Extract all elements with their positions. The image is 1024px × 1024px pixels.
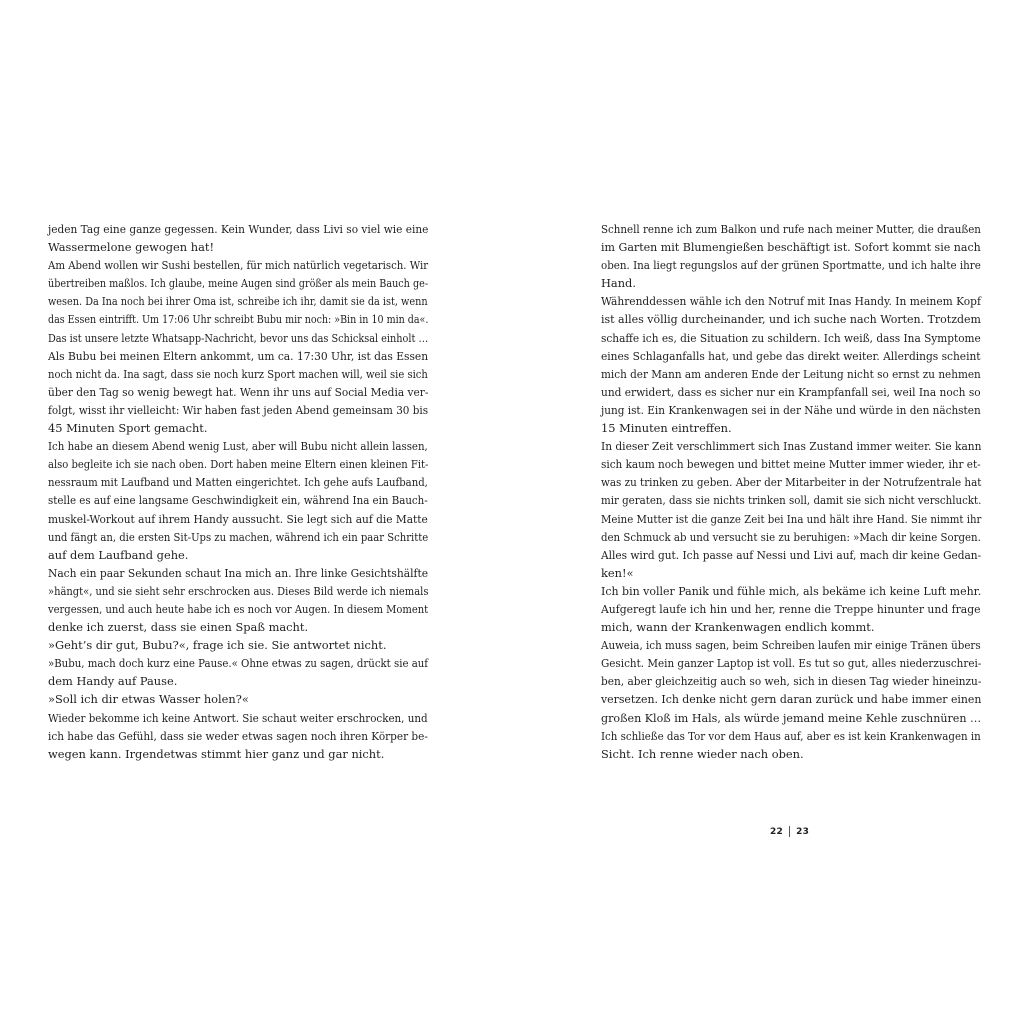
text-line: Ich habe an diesem Abend wenig Lust, aber will Bubu nicht allein lassen, <box>48 439 428 454</box>
text-line: Als Bubu bei meinen Eltern ankommt, um ca. 17:30 Uhr, ist das Essen <box>48 348 429 363</box>
text-line: versetzen. Ich denke nicht gern daran zurück und habe immer einen <box>601 692 982 707</box>
right-page-text <box>601 220 981 763</box>
text-line: 45 Minuten Sport gemacht. <box>48 421 208 436</box>
page-numbers <box>770 826 809 837</box>
text-line: eines Schlaganfalls hat, und gebe das direkt weiter. Allerdings scheint <box>601 348 981 363</box>
text-line: Wassermelone gewogen hat! <box>48 240 215 255</box>
text-line: den Schmuck ab und versucht sie zu beruhigen: »Mach dir keine Sorgen. <box>601 529 981 544</box>
text-line: oben. Ina liegt regungslos auf der grünen Sportmatte, und ich halte ihre <box>601 258 981 273</box>
text-line: Hand. <box>601 276 636 291</box>
text-line: was zu trinken zu geben. Aber der Mitarbeiter in der Notrufzentrale hat <box>601 475 982 490</box>
text-line: Gesicht. Mein ganzer Laptop ist voll. Es tut so gut, alles niederzuschrei- <box>601 656 982 671</box>
text-line: Schnell renne ich zum Balkon und rufe nach meiner Mutter, die draußen <box>601 222 981 236</box>
text-line: mir geraten, dass sie nichts trinken soll, damit sie sich nicht verschluckt. <box>601 493 982 508</box>
text-line: übertreiben maßlos. Ich glaube, meine Augen sind größer als mein Bauch ge- <box>48 276 429 291</box>
text-line: auf dem Laufband gehe. <box>48 547 189 562</box>
text-line: stelle es auf eine langsame Geschwindigkeit ein, während Ina ein Bauch- <box>48 493 428 508</box>
text-line: nessraum mit Laufband und Matten eingerichtet. Ich gehe aufs Laufband, <box>48 475 428 490</box>
text-line: »Geht’s dir gut, Bubu?«, frage ich sie. Sie antwortet nicht. <box>48 638 387 653</box>
text-line: im Garten mit Blumengießen beschäftigt ist. Sofort kommt sie nach <box>601 240 981 255</box>
text-line: Wieder bekomme ich keine Antwort. Sie schaut weiter erschrocken, und <box>48 710 428 725</box>
text-line: muskel-Workout auf ihrem Handy aussucht. Sie legt sich auf die Matte <box>48 511 428 526</box>
text-line: Alles wird gut. Ich passe auf Nessi und Livi auf, mach dir keine Gedan- <box>601 547 982 562</box>
text-line: ich habe das Gefühl, dass sie weder etwas sagen noch ihren Körper be- <box>48 728 428 743</box>
text-line: schaffe ich es, die Situation zu schildern. Ich weiß, dass Ina Symptome <box>601 330 981 345</box>
left-page-number: 22 <box>770 826 784 837</box>
text-line: Aufgeregt laufe ich hin und her, renne die Treppe hinunter und frage <box>601 601 981 616</box>
text-line: 15 Minuten eintreffen. <box>601 421 732 436</box>
text-line: also begleite ich sie nach oben. Dort haben meine Eltern einen kleinen Fit- <box>48 457 429 472</box>
text-line: über den Tag so wenig bewegt hat. Wenn ihr uns auf Social Media ver- <box>48 384 429 399</box>
text-line: folgt, wisst ihr vielleicht: Wir haben fast jeden Abend gemeinsam 30 bis <box>48 402 429 417</box>
text-line: Ich bin voller Panik und fühle mich, als bekäme ich keine Luft mehr. <box>601 583 982 598</box>
text-line: »hängt«, und sie sieht sehr erschrocken aus. Dieses Bild werde ich niemals <box>48 583 429 598</box>
text-line: Währenddessen wähle ich den Notruf mit Inas Handy. In meinem Kopf <box>601 294 981 309</box>
text-line: ken!« <box>601 565 634 580</box>
text-line: noch nicht da. Ina sagt, dass sie noch kurz Sport machen will, weil sie sich <box>48 366 428 381</box>
text-line: Ich schließe das Tor vor dem Haus auf, aber es ist kein Krankenwagen in <box>601 728 981 743</box>
text-line: ist alles völlig durcheinander, und ich suche nach Worten. Trotzdem <box>601 312 981 327</box>
text-line: jeden Tag eine ganze gegessen. Kein Wunder, dass Livi so viel wie eine <box>48 222 429 236</box>
text-line: Das ist unsere letzte Whatsapp-Nachricht, bevor uns das Schicksal einholt … <box>48 330 429 345</box>
page-number-divider <box>789 826 790 837</box>
text-line: jung ist. Ein Krankenwagen sei in der Nähe und würde in den nächsten <box>601 402 981 417</box>
text-line: Am Abend wollen wir Sushi bestellen, für mich natürlich vegetarisch. Wir <box>48 258 429 273</box>
text-line: wegen kann. Irgendetwas stimmt hier ganz und gar nicht. <box>48 746 385 761</box>
text-line: »Bubu, mach doch kurz eine Pause.« Ohne etwas zu sagen, drückt sie auf <box>48 656 429 671</box>
text-line: und fängt an, die ersten Sit-Ups zu machen, während ich ein paar Schritte <box>48 529 429 544</box>
right-page-number: 23 <box>796 826 810 837</box>
text-line: sich kaum noch bewegen und bittet meine Mutter immer wieder, ihr et- <box>601 457 981 472</box>
text-line: Sicht. Ich renne wieder nach oben. <box>601 746 804 761</box>
text-line: und erwidert, dass es sicher nur ein Krampfanfall sei, weil Ina noch so <box>601 384 981 399</box>
text-line: dem Handy auf Pause. <box>48 674 178 689</box>
text-line: mich der Mann am anderen Ende der Leitung nicht so ernst zu nehmen <box>601 366 981 381</box>
text-line: großen Kloß im Hals, als würde jemand meine Kehle zuschnüren … <box>601 710 982 725</box>
text-line: In dieser Zeit verschlimmert sich Inas Zustand immer weiter. Sie kann <box>601 439 982 454</box>
text-line: Meine Mutter ist die ganze Zeit bei Ina und hält ihre Hand. Sie nimmt ihr <box>601 511 982 526</box>
text-line: »Soll ich dir etwas Wasser holen?« <box>48 692 249 707</box>
text-line: wesen. Da Ina noch bei ihrer Oma ist, schreibe ich ihr, damit sie da ist, wenn <box>48 294 428 309</box>
text-line: ben, aber gleichzeitig auch so weh, sich in diesen Tag wieder hineinzu- <box>601 674 982 689</box>
text-line: das Essen eintrifft. Um 17:06 Uhr schreibt Bubu mir noch: »Bin in 10 min da«. <box>48 312 429 327</box>
left-page-text <box>48 220 428 763</box>
text-line: vergessen, und auch heute habe ich es noch vor Augen. In diesem Moment <box>48 601 429 616</box>
text-line: mich, wann der Krankenwagen endlich kommt. <box>601 620 875 635</box>
text-line: Auweia, ich muss sagen, beim Schreiben laufen mir einige Tränen übers <box>601 638 981 653</box>
text-line: Nach ein paar Sekunden schaut Ina mich an. Ihre linke Gesichtshälfte <box>48 565 429 580</box>
text-line: denke ich zuerst, dass sie einen Spaß macht. <box>48 620 309 635</box>
